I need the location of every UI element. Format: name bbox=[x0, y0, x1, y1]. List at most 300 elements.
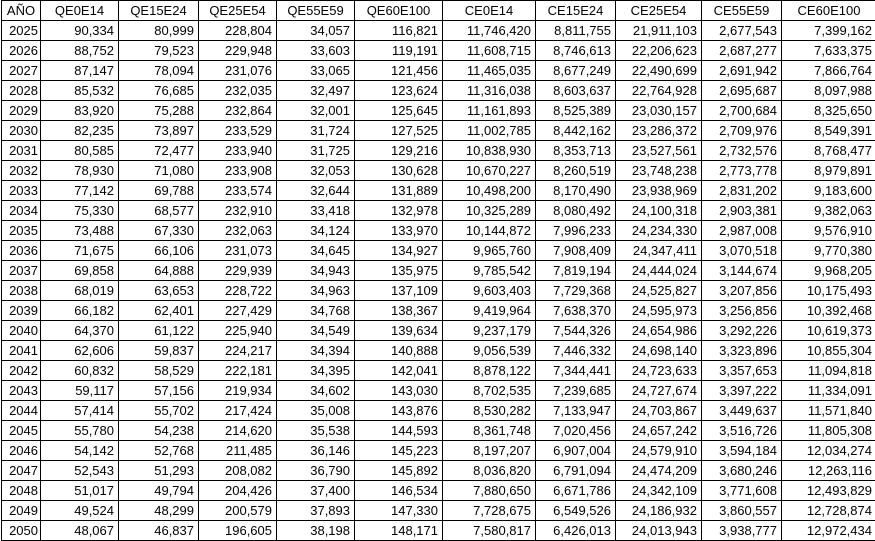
year-cell[interactable]: 2025 bbox=[2, 21, 41, 41]
value-cell[interactable]: 24,100,318 bbox=[616, 201, 702, 221]
value-cell[interactable]: 228,722 bbox=[199, 281, 277, 301]
value-cell[interactable]: 87,147 bbox=[41, 61, 119, 81]
value-cell[interactable]: 90,334 bbox=[41, 21, 119, 41]
value-cell[interactable]: 88,752 bbox=[41, 41, 119, 61]
value-cell[interactable]: 233,940 bbox=[199, 141, 277, 161]
value-cell[interactable]: 76,685 bbox=[119, 81, 199, 101]
value-cell[interactable]: 60,832 bbox=[41, 361, 119, 381]
value-cell[interactable]: 135,975 bbox=[355, 261, 443, 281]
value-cell[interactable]: 8,097,988 bbox=[782, 81, 875, 101]
value-cell[interactable]: 121,456 bbox=[355, 61, 443, 81]
value-cell[interactable]: 34,602 bbox=[277, 381, 355, 401]
value-cell[interactable]: 143,030 bbox=[355, 381, 443, 401]
value-cell[interactable]: 24,654,986 bbox=[616, 321, 702, 341]
value-cell[interactable]: 11,465,035 bbox=[443, 61, 536, 81]
value-cell[interactable]: 8,036,820 bbox=[443, 461, 536, 481]
value-cell[interactable]: 24,723,633 bbox=[616, 361, 702, 381]
value-cell[interactable]: 2,687,277 bbox=[702, 41, 782, 61]
year-cell[interactable]: 2039 bbox=[2, 301, 41, 321]
value-cell[interactable]: 10,855,304 bbox=[782, 341, 875, 361]
value-cell[interactable]: 8,702,535 bbox=[443, 381, 536, 401]
value-cell[interactable]: 33,065 bbox=[277, 61, 355, 81]
value-cell[interactable]: 9,770,380 bbox=[782, 241, 875, 261]
value-cell[interactable]: 55,702 bbox=[119, 401, 199, 421]
value-cell[interactable]: 57,156 bbox=[119, 381, 199, 401]
value-cell[interactable]: 24,342,109 bbox=[616, 481, 702, 501]
value-cell[interactable]: 24,525,827 bbox=[616, 281, 702, 301]
value-cell[interactable]: 2,903,381 bbox=[702, 201, 782, 221]
year-cell[interactable]: 2050 bbox=[2, 521, 41, 541]
value-cell[interactable]: 64,888 bbox=[119, 261, 199, 281]
value-cell[interactable]: 12,493,829 bbox=[782, 481, 875, 501]
value-cell[interactable]: 232,063 bbox=[199, 221, 277, 241]
value-cell[interactable]: 8,525,389 bbox=[536, 101, 616, 121]
value-cell[interactable]: 11,161,893 bbox=[443, 101, 536, 121]
value-cell[interactable]: 64,370 bbox=[41, 321, 119, 341]
value-cell[interactable]: 127,525 bbox=[355, 121, 443, 141]
year-cell[interactable]: 2046 bbox=[2, 441, 41, 461]
value-cell[interactable]: 8,260,519 bbox=[536, 161, 616, 181]
value-cell[interactable]: 137,109 bbox=[355, 281, 443, 301]
value-cell[interactable]: 72,477 bbox=[119, 141, 199, 161]
value-cell[interactable]: 10,838,930 bbox=[443, 141, 536, 161]
value-cell[interactable]: 35,538 bbox=[277, 421, 355, 441]
value-cell[interactable]: 7,544,326 bbox=[536, 321, 616, 341]
value-cell[interactable]: 2,831,202 bbox=[702, 181, 782, 201]
value-cell[interactable]: 8,603,637 bbox=[536, 81, 616, 101]
value-cell[interactable]: 23,938,969 bbox=[616, 181, 702, 201]
value-cell[interactable]: 71,675 bbox=[41, 241, 119, 261]
value-cell[interactable]: 22,206,623 bbox=[616, 41, 702, 61]
value-cell[interactable]: 10,392,468 bbox=[782, 301, 875, 321]
value-cell[interactable]: 7,728,675 bbox=[443, 501, 536, 521]
value-cell[interactable]: 229,948 bbox=[199, 41, 277, 61]
value-cell[interactable]: 34,395 bbox=[277, 361, 355, 381]
value-cell[interactable]: 10,619,373 bbox=[782, 321, 875, 341]
value-cell[interactable]: 7,399,162 bbox=[782, 21, 875, 41]
value-cell[interactable]: 232,910 bbox=[199, 201, 277, 221]
value-cell[interactable]: 8,549,391 bbox=[782, 121, 875, 141]
value-cell[interactable]: 6,907,004 bbox=[536, 441, 616, 461]
value-cell[interactable]: 2,695,687 bbox=[702, 81, 782, 101]
value-cell[interactable]: 36,790 bbox=[277, 461, 355, 481]
value-cell[interactable]: 3,938,777 bbox=[702, 521, 782, 541]
value-cell[interactable]: 2,773,778 bbox=[702, 161, 782, 181]
value-cell[interactable]: 2,677,543 bbox=[702, 21, 782, 41]
value-cell[interactable]: 24,595,973 bbox=[616, 301, 702, 321]
value-cell[interactable]: 49,794 bbox=[119, 481, 199, 501]
value-cell[interactable]: 3,516,726 bbox=[702, 421, 782, 441]
value-cell[interactable]: 219,934 bbox=[199, 381, 277, 401]
value-cell[interactable]: 37,400 bbox=[277, 481, 355, 501]
year-cell[interactable]: 2029 bbox=[2, 101, 41, 121]
value-cell[interactable]: 75,330 bbox=[41, 201, 119, 221]
value-cell[interactable]: 229,939 bbox=[199, 261, 277, 281]
value-cell[interactable]: 8,442,162 bbox=[536, 121, 616, 141]
value-cell[interactable]: 228,804 bbox=[199, 21, 277, 41]
value-cell[interactable]: 46,837 bbox=[119, 521, 199, 541]
value-cell[interactable]: 34,768 bbox=[277, 301, 355, 321]
value-cell[interactable]: 140,888 bbox=[355, 341, 443, 361]
value-cell[interactable]: 6,791,094 bbox=[536, 461, 616, 481]
value-cell[interactable]: 10,498,200 bbox=[443, 181, 536, 201]
value-cell[interactable]: 12,972,434 bbox=[782, 521, 875, 541]
value-cell[interactable]: 36,146 bbox=[277, 441, 355, 461]
year-cell[interactable]: 2043 bbox=[2, 381, 41, 401]
value-cell[interactable]: 31,725 bbox=[277, 141, 355, 161]
value-cell[interactable]: 9,056,539 bbox=[443, 341, 536, 361]
year-cell[interactable]: 2048 bbox=[2, 481, 41, 501]
value-cell[interactable]: 125,645 bbox=[355, 101, 443, 121]
value-cell[interactable]: 7,866,764 bbox=[782, 61, 875, 81]
value-cell[interactable]: 9,382,063 bbox=[782, 201, 875, 221]
year-cell[interactable]: 2042 bbox=[2, 361, 41, 381]
value-cell[interactable]: 138,367 bbox=[355, 301, 443, 321]
year-cell[interactable]: 2038 bbox=[2, 281, 41, 301]
year-cell[interactable]: 2028 bbox=[2, 81, 41, 101]
value-cell[interactable]: 208,082 bbox=[199, 461, 277, 481]
value-cell[interactable]: 7,344,441 bbox=[536, 361, 616, 381]
value-cell[interactable]: 38,198 bbox=[277, 521, 355, 541]
value-cell[interactable]: 7,446,332 bbox=[536, 341, 616, 361]
value-cell[interactable]: 123,624 bbox=[355, 81, 443, 101]
value-cell[interactable]: 23,748,238 bbox=[616, 161, 702, 181]
column-header-ce0e14[interactable]: CE0E14 bbox=[443, 1, 536, 21]
year-cell[interactable]: 2044 bbox=[2, 401, 41, 421]
value-cell[interactable]: 222,181 bbox=[199, 361, 277, 381]
value-cell[interactable]: 73,488 bbox=[41, 221, 119, 241]
value-cell[interactable]: 7,996,233 bbox=[536, 221, 616, 241]
value-cell[interactable]: 83,920 bbox=[41, 101, 119, 121]
value-cell[interactable]: 59,117 bbox=[41, 381, 119, 401]
value-cell[interactable]: 34,057 bbox=[277, 21, 355, 41]
value-cell[interactable]: 10,175,493 bbox=[782, 281, 875, 301]
value-cell[interactable]: 143,876 bbox=[355, 401, 443, 421]
value-cell[interactable]: 22,764,928 bbox=[616, 81, 702, 101]
value-cell[interactable]: 3,070,518 bbox=[702, 241, 782, 261]
value-cell[interactable]: 6,671,786 bbox=[536, 481, 616, 501]
value-cell[interactable]: 12,728,874 bbox=[782, 501, 875, 521]
value-cell[interactable]: 227,429 bbox=[199, 301, 277, 321]
value-cell[interactable]: 85,532 bbox=[41, 81, 119, 101]
value-cell[interactable]: 232,035 bbox=[199, 81, 277, 101]
table-row bbox=[2, 521, 875, 541]
value-cell[interactable]: 233,908 bbox=[199, 161, 277, 181]
value-cell[interactable]: 68,577 bbox=[119, 201, 199, 221]
value-cell[interactable]: 11,608,715 bbox=[443, 41, 536, 61]
value-cell[interactable]: 24,703,867 bbox=[616, 401, 702, 421]
value-cell[interactable]: 7,020,456 bbox=[536, 421, 616, 441]
value-cell[interactable]: 6,549,526 bbox=[536, 501, 616, 521]
value-cell[interactable]: 132,978 bbox=[355, 201, 443, 221]
value-cell[interactable]: 80,999 bbox=[119, 21, 199, 41]
value-cell[interactable]: 59,837 bbox=[119, 341, 199, 361]
value-cell[interactable]: 3,680,246 bbox=[702, 461, 782, 481]
value-cell[interactable]: 119,191 bbox=[355, 41, 443, 61]
value-cell[interactable]: 11,002,785 bbox=[443, 121, 536, 141]
year-cell[interactable]: 2041 bbox=[2, 341, 41, 361]
value-cell[interactable]: 52,543 bbox=[41, 461, 119, 481]
value-cell[interactable]: 23,030,157 bbox=[616, 101, 702, 121]
year-cell[interactable]: 2047 bbox=[2, 461, 41, 481]
value-cell[interactable]: 34,394 bbox=[277, 341, 355, 361]
value-cell[interactable]: 10,325,289 bbox=[443, 201, 536, 221]
value-cell[interactable]: 48,299 bbox=[119, 501, 199, 521]
value-cell[interactable]: 66,182 bbox=[41, 301, 119, 321]
value-cell[interactable]: 63,653 bbox=[119, 281, 199, 301]
value-cell[interactable]: 116,821 bbox=[355, 21, 443, 41]
value-cell[interactable]: 62,606 bbox=[41, 341, 119, 361]
value-cell[interactable]: 31,724 bbox=[277, 121, 355, 141]
value-cell[interactable]: 146,534 bbox=[355, 481, 443, 501]
column-header-ce15e24[interactable]: CE15E24 bbox=[536, 1, 616, 21]
value-cell[interactable]: 232,864 bbox=[199, 101, 277, 121]
column-header-año[interactable]: AÑO bbox=[2, 1, 41, 21]
value-cell[interactable]: 75,288 bbox=[119, 101, 199, 121]
value-cell[interactable]: 7,638,370 bbox=[536, 301, 616, 321]
table-row bbox=[2, 81, 875, 101]
value-cell[interactable]: 8,677,249 bbox=[536, 61, 616, 81]
value-cell[interactable]: 62,401 bbox=[119, 301, 199, 321]
value-cell[interactable]: 8,353,713 bbox=[536, 141, 616, 161]
value-cell[interactable]: 10,144,872 bbox=[443, 221, 536, 241]
value-cell[interactable]: 24,444,024 bbox=[616, 261, 702, 281]
value-cell[interactable]: 11,746,420 bbox=[443, 21, 536, 41]
value-cell[interactable]: 12,034,274 bbox=[782, 441, 875, 461]
value-cell[interactable]: 12,263,116 bbox=[782, 461, 875, 481]
value-cell[interactable]: 51,293 bbox=[119, 461, 199, 481]
year-cell[interactable]: 2036 bbox=[2, 241, 41, 261]
value-cell[interactable]: 61,122 bbox=[119, 321, 199, 341]
value-cell[interactable]: 34,645 bbox=[277, 241, 355, 261]
value-cell[interactable]: 3,397,222 bbox=[702, 381, 782, 401]
value-cell[interactable]: 9,237,179 bbox=[443, 321, 536, 341]
value-cell[interactable]: 200,579 bbox=[199, 501, 277, 521]
value-cell[interactable]: 34,943 bbox=[277, 261, 355, 281]
value-cell[interactable]: 34,963 bbox=[277, 281, 355, 301]
value-cell[interactable]: 211,485 bbox=[199, 441, 277, 461]
value-cell[interactable]: 8,361,748 bbox=[443, 421, 536, 441]
value-cell[interactable]: 233,574 bbox=[199, 181, 277, 201]
value-cell[interactable]: 8,197,207 bbox=[443, 441, 536, 461]
value-cell[interactable]: 32,497 bbox=[277, 81, 355, 101]
value-cell[interactable]: 144,593 bbox=[355, 421, 443, 441]
value-cell[interactable]: 48,067 bbox=[41, 521, 119, 541]
value-cell[interactable]: 33,603 bbox=[277, 41, 355, 61]
value-cell[interactable]: 11,334,091 bbox=[782, 381, 875, 401]
value-cell[interactable]: 52,768 bbox=[119, 441, 199, 461]
value-cell[interactable]: 2,732,576 bbox=[702, 141, 782, 161]
value-cell[interactable]: 7,880,650 bbox=[443, 481, 536, 501]
value-cell[interactable]: 34,549 bbox=[277, 321, 355, 341]
value-cell[interactable]: 10,670,227 bbox=[443, 161, 536, 181]
value-cell[interactable]: 2,700,684 bbox=[702, 101, 782, 121]
value-cell[interactable]: 32,053 bbox=[277, 161, 355, 181]
value-cell[interactable]: 130,628 bbox=[355, 161, 443, 181]
year-cell[interactable]: 2049 bbox=[2, 501, 41, 521]
year-cell[interactable]: 2032 bbox=[2, 161, 41, 181]
value-cell[interactable]: 3,292,226 bbox=[702, 321, 782, 341]
value-cell[interactable]: 21,911,103 bbox=[616, 21, 702, 41]
value-cell[interactable]: 196,605 bbox=[199, 521, 277, 541]
value-cell[interactable]: 7,580,817 bbox=[443, 521, 536, 541]
value-cell[interactable]: 3,323,896 bbox=[702, 341, 782, 361]
value-cell[interactable]: 9,419,964 bbox=[443, 301, 536, 321]
value-cell[interactable]: 6,426,013 bbox=[536, 521, 616, 541]
value-cell[interactable]: 8,080,492 bbox=[536, 201, 616, 221]
value-cell[interactable]: 3,207,856 bbox=[702, 281, 782, 301]
year-cell[interactable]: 2027 bbox=[2, 61, 41, 81]
value-cell[interactable]: 55,780 bbox=[41, 421, 119, 441]
value-cell[interactable]: 24,234,330 bbox=[616, 221, 702, 241]
value-cell[interactable]: 9,576,910 bbox=[782, 221, 875, 241]
column-header-qe55e59[interactable]: QE55E59 bbox=[277, 1, 355, 21]
column-header-qe60e100[interactable]: QE60E100 bbox=[355, 1, 443, 21]
value-cell[interactable]: 78,094 bbox=[119, 61, 199, 81]
value-cell[interactable]: 142,041 bbox=[355, 361, 443, 381]
year-cell[interactable]: 2040 bbox=[2, 321, 41, 341]
value-cell[interactable]: 225,940 bbox=[199, 321, 277, 341]
value-cell[interactable]: 80,585 bbox=[41, 141, 119, 161]
column-header-qe0e14[interactable]: QE0E14 bbox=[41, 1, 119, 21]
value-cell[interactable]: 3,256,856 bbox=[702, 301, 782, 321]
value-cell[interactable]: 35,008 bbox=[277, 401, 355, 421]
value-cell[interactable]: 54,238 bbox=[119, 421, 199, 441]
value-cell[interactable]: 69,858 bbox=[41, 261, 119, 281]
value-cell[interactable]: 3,144,674 bbox=[702, 261, 782, 281]
column-header-ce25e54[interactable]: CE25E54 bbox=[616, 1, 702, 21]
value-cell[interactable]: 11,316,038 bbox=[443, 81, 536, 101]
value-cell[interactable]: 69,788 bbox=[119, 181, 199, 201]
value-cell[interactable]: 23,286,372 bbox=[616, 121, 702, 141]
value-cell[interactable]: 147,330 bbox=[355, 501, 443, 521]
value-cell[interactable]: 24,727,674 bbox=[616, 381, 702, 401]
column-header-ce55e59[interactable]: CE55E59 bbox=[702, 1, 782, 21]
value-cell[interactable]: 217,424 bbox=[199, 401, 277, 421]
value-cell[interactable]: 224,217 bbox=[199, 341, 277, 361]
value-cell[interactable]: 33,418 bbox=[277, 201, 355, 221]
value-cell[interactable]: 139,634 bbox=[355, 321, 443, 341]
value-cell[interactable]: 82,235 bbox=[41, 121, 119, 141]
value-cell[interactable]: 231,076 bbox=[199, 61, 277, 81]
value-cell[interactable]: 2,987,008 bbox=[702, 221, 782, 241]
value-cell[interactable]: 9,603,403 bbox=[443, 281, 536, 301]
value-cell[interactable]: 9,785,542 bbox=[443, 261, 536, 281]
value-cell[interactable]: 134,927 bbox=[355, 241, 443, 261]
value-cell[interactable]: 54,142 bbox=[41, 441, 119, 461]
value-cell[interactable]: 148,171 bbox=[355, 521, 443, 541]
column-header-ce60e100[interactable]: CE60E100 bbox=[782, 1, 875, 21]
value-cell[interactable]: 57,414 bbox=[41, 401, 119, 421]
value-cell[interactable]: 34,124 bbox=[277, 221, 355, 241]
value-cell[interactable]: 51,017 bbox=[41, 481, 119, 501]
year-cell[interactable]: 2026 bbox=[2, 41, 41, 61]
value-cell[interactable]: 9,183,600 bbox=[782, 181, 875, 201]
value-cell[interactable]: 145,223 bbox=[355, 441, 443, 461]
value-cell[interactable]: 68,019 bbox=[41, 281, 119, 301]
value-cell[interactable]: 7,633,375 bbox=[782, 41, 875, 61]
year-cell[interactable]: 2033 bbox=[2, 181, 41, 201]
value-cell[interactable]: 22,490,699 bbox=[616, 61, 702, 81]
value-cell[interactable]: 3,357,653 bbox=[702, 361, 782, 381]
value-cell[interactable]: 7,819,194 bbox=[536, 261, 616, 281]
value-cell[interactable]: 24,657,242 bbox=[616, 421, 702, 441]
value-cell[interactable]: 3,594,184 bbox=[702, 441, 782, 461]
column-header-qe15e24[interactable]: QE15E24 bbox=[119, 1, 199, 21]
value-cell[interactable]: 11,094,818 bbox=[782, 361, 875, 381]
value-cell[interactable]: 133,970 bbox=[355, 221, 443, 241]
year-cell[interactable]: 2035 bbox=[2, 221, 41, 241]
value-cell[interactable]: 32,001 bbox=[277, 101, 355, 121]
value-cell[interactable]: 24,579,910 bbox=[616, 441, 702, 461]
value-cell[interactable]: 66,106 bbox=[119, 241, 199, 261]
value-cell[interactable]: 8,878,122 bbox=[443, 361, 536, 381]
value-cell[interactable]: 8,811,755 bbox=[536, 21, 616, 41]
table-row bbox=[2, 121, 875, 141]
value-cell[interactable]: 8,170,490 bbox=[536, 181, 616, 201]
value-cell[interactable]: 2,709,976 bbox=[702, 121, 782, 141]
value-cell[interactable]: 7,729,368 bbox=[536, 281, 616, 301]
value-cell[interactable]: 3,771,608 bbox=[702, 481, 782, 501]
year-cell[interactable]: 2045 bbox=[2, 421, 41, 441]
value-cell[interactable]: 9,968,205 bbox=[782, 261, 875, 281]
value-cell[interactable]: 129,216 bbox=[355, 141, 443, 161]
value-cell[interactable]: 204,426 bbox=[199, 481, 277, 501]
value-cell[interactable]: 58,529 bbox=[119, 361, 199, 381]
value-cell[interactable]: 37,893 bbox=[277, 501, 355, 521]
value-cell[interactable]: 7,239,685 bbox=[536, 381, 616, 401]
value-cell[interactable]: 24,186,932 bbox=[616, 501, 702, 521]
value-cell[interactable]: 8,530,282 bbox=[443, 401, 536, 421]
value-cell[interactable]: 79,523 bbox=[119, 41, 199, 61]
value-cell[interactable]: 24,347,411 bbox=[616, 241, 702, 261]
value-cell[interactable]: 214,620 bbox=[199, 421, 277, 441]
value-cell[interactable]: 49,524 bbox=[41, 501, 119, 521]
value-cell[interactable]: 73,897 bbox=[119, 121, 199, 141]
value-cell[interactable]: 7,133,947 bbox=[536, 401, 616, 421]
value-cell[interactable]: 11,805,308 bbox=[782, 421, 875, 441]
value-cell[interactable]: 32,644 bbox=[277, 181, 355, 201]
column-header-qe25e54[interactable]: QE25E54 bbox=[199, 1, 277, 21]
value-cell[interactable]: 77,142 bbox=[41, 181, 119, 201]
year-cell[interactable]: 2031 bbox=[2, 141, 41, 161]
value-cell[interactable]: 8,979,891 bbox=[782, 161, 875, 181]
value-cell[interactable]: 67,330 bbox=[119, 221, 199, 241]
value-cell[interactable]: 78,930 bbox=[41, 161, 119, 181]
value-cell[interactable]: 8,325,650 bbox=[782, 101, 875, 121]
value-cell[interactable]: 11,571,840 bbox=[782, 401, 875, 421]
year-cell[interactable]: 2034 bbox=[2, 201, 41, 221]
value-cell[interactable]: 71,080 bbox=[119, 161, 199, 181]
value-cell[interactable]: 233,529 bbox=[199, 121, 277, 141]
value-cell[interactable]: 24,698,140 bbox=[616, 341, 702, 361]
value-cell[interactable]: 131,889 bbox=[355, 181, 443, 201]
value-cell[interactable]: 24,474,209 bbox=[616, 461, 702, 481]
value-cell[interactable]: 24,013,943 bbox=[616, 521, 702, 541]
value-cell[interactable]: 8,746,613 bbox=[536, 41, 616, 61]
value-cell[interactable]: 3,449,637 bbox=[702, 401, 782, 421]
value-cell[interactable]: 7,908,409 bbox=[536, 241, 616, 261]
value-cell[interactable]: 3,860,557 bbox=[702, 501, 782, 521]
value-cell[interactable]: 145,892 bbox=[355, 461, 443, 481]
value-cell[interactable]: 2,691,942 bbox=[702, 61, 782, 81]
year-cell[interactable]: 2030 bbox=[2, 121, 41, 141]
value-cell[interactable]: 231,073 bbox=[199, 241, 277, 261]
value-cell[interactable]: 8,768,477 bbox=[782, 141, 875, 161]
value-cell[interactable]: 23,527,561 bbox=[616, 141, 702, 161]
value-cell[interactable]: 9,965,760 bbox=[443, 241, 536, 261]
year-cell[interactable]: 2037 bbox=[2, 261, 41, 281]
